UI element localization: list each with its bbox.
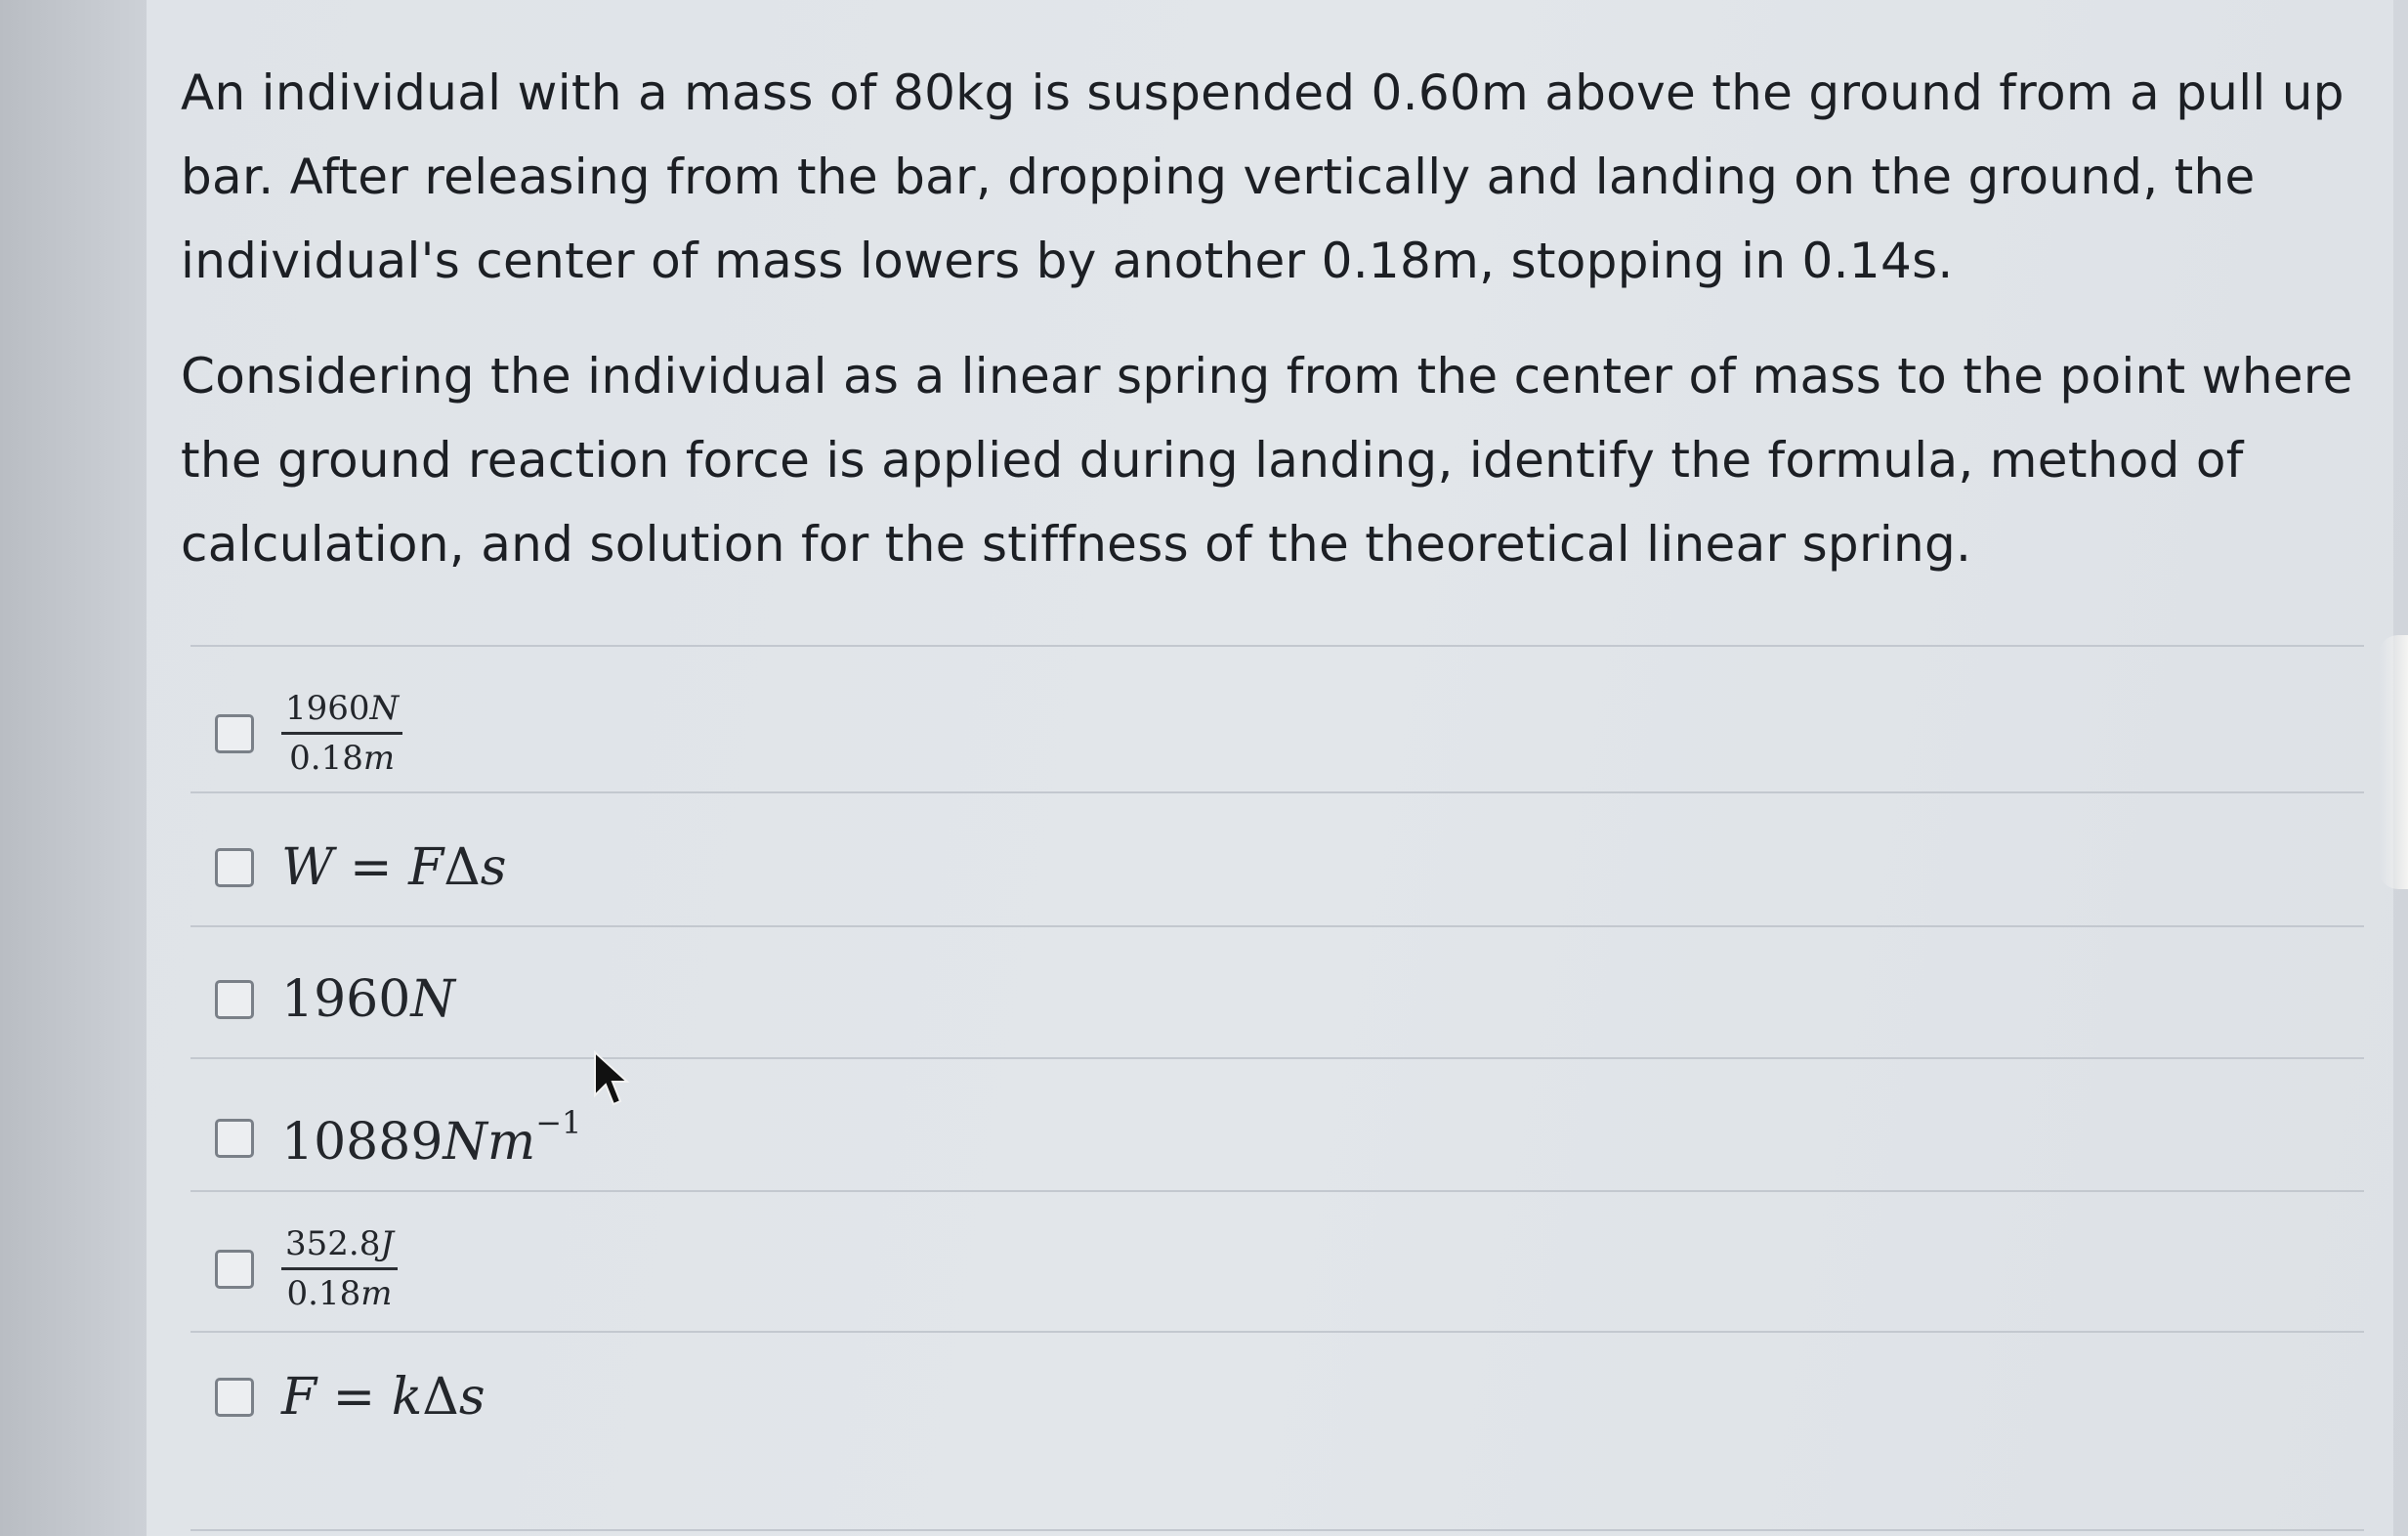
question-paragraph-1: An individual with a mass of 80kg is suspended 0.60m above the ground from a pull up bar. After releasing from the bar, dropping vertically and landing on the ground, the individual's center of mass lowers by another 0.18m, stopping in 0.14s. bbox=[181, 64, 2345, 289]
denominator-unit: m bbox=[360, 1274, 393, 1313]
denominator: 0.18 bbox=[286, 1274, 361, 1313]
unit-meter: m bbox=[486, 1113, 536, 1172]
value bbox=[281, 970, 455, 1029]
question-paragraph-2: Considering the individual as a linear spring from the center of mass to the point where the ground reaction force is applied during landing, identify the formula, method of calculation, and solution for the stiffness of the theoretical linear spring. bbox=[181, 348, 2353, 573]
light-glare bbox=[2379, 635, 2408, 889]
answer-option-1[interactable] bbox=[215, 689, 402, 778]
checkbox[interactable] bbox=[215, 1250, 254, 1289]
exponent: −1 bbox=[535, 1104, 582, 1141]
divider bbox=[190, 1331, 2364, 1333]
numerator: 352.8 bbox=[285, 1224, 381, 1263]
denominator-unit: m bbox=[362, 739, 396, 778]
unit-newton: N bbox=[443, 1113, 487, 1172]
divider bbox=[190, 1190, 2364, 1192]
equals-sign: = bbox=[349, 838, 393, 897]
numerator-unit: N bbox=[369, 689, 400, 728]
formula bbox=[281, 1368, 486, 1427]
equals-sign: = bbox=[332, 1368, 376, 1427]
answer-option-2[interactable] bbox=[215, 838, 506, 897]
answer-option-5[interactable] bbox=[215, 1224, 398, 1313]
symbol-f: F bbox=[281, 1368, 317, 1427]
divider bbox=[190, 645, 2364, 647]
value bbox=[281, 1104, 581, 1172]
symbol-delta: Δ bbox=[444, 838, 481, 897]
symbol-s: s bbox=[458, 1368, 486, 1427]
numerator: 1960 bbox=[285, 689, 370, 728]
fraction bbox=[281, 1224, 398, 1313]
divider bbox=[190, 1529, 2364, 1531]
checkbox[interactable] bbox=[215, 848, 254, 887]
formula bbox=[281, 838, 506, 897]
denominator: 0.18 bbox=[289, 739, 363, 778]
symbol-f: F bbox=[408, 838, 444, 897]
numerator-unit: J bbox=[380, 1224, 394, 1263]
symbol-k: k bbox=[391, 1368, 423, 1427]
divider bbox=[190, 791, 2364, 793]
checkbox[interactable] bbox=[215, 714, 254, 753]
left-margin bbox=[0, 0, 147, 1536]
symbol-delta: Δ bbox=[422, 1368, 459, 1427]
number: 10889 bbox=[281, 1113, 444, 1172]
answer-option-4[interactable] bbox=[215, 1104, 581, 1172]
symbol-w: W bbox=[281, 838, 334, 897]
checkbox[interactable] bbox=[215, 1378, 254, 1417]
symbol-s: s bbox=[480, 838, 507, 897]
checkbox[interactable] bbox=[215, 1119, 254, 1158]
number: 1960 bbox=[281, 970, 411, 1029]
mouse-pointer-icon bbox=[593, 1050, 632, 1109]
answer-option-3[interactable] bbox=[215, 970, 455, 1029]
fraction bbox=[281, 689, 402, 778]
divider bbox=[190, 925, 2364, 927]
unit: N bbox=[410, 970, 455, 1029]
checkbox[interactable] bbox=[215, 980, 254, 1019]
divider bbox=[190, 1057, 2364, 1059]
answer-option-6[interactable] bbox=[215, 1368, 486, 1427]
